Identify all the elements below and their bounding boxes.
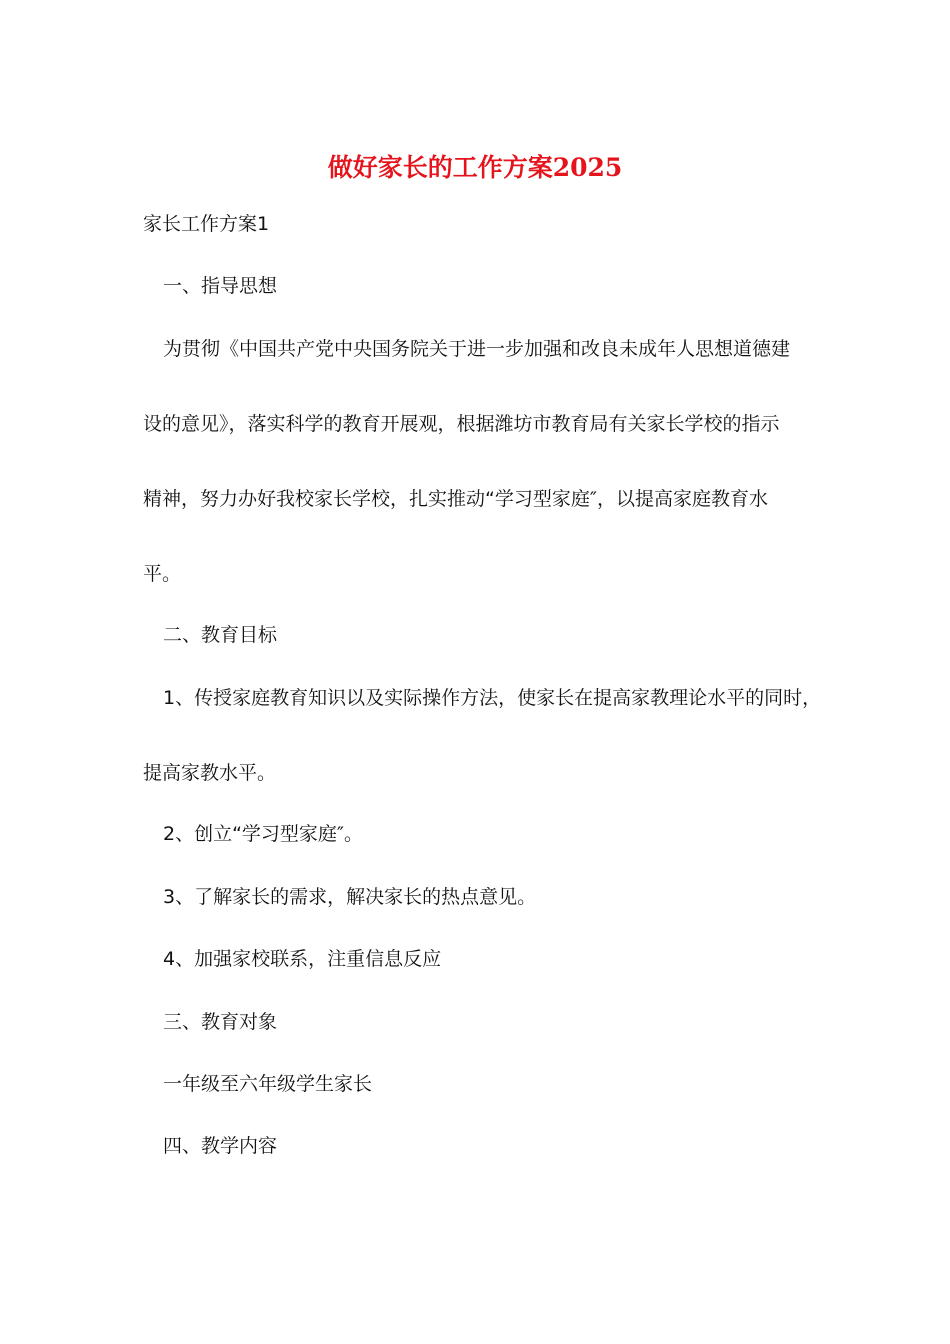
- paragraph-line: 提高家教水平。: [143, 762, 277, 784]
- heading-education-goals: 二、教育目标: [163, 624, 278, 646]
- paragraph-line: 平。: [143, 563, 182, 585]
- list-item: 1、传授家庭教育知识以及实际操作方法，使家长在提高家教理论水平的同时，: [163, 687, 822, 709]
- paragraph-line: 为贯彻《中国共产党中央国务院关于进一步加强和改良未成年人思想道德建: [163, 338, 791, 360]
- list-item: 3、了解家长的需求，解决家长的热点意见。: [163, 886, 537, 908]
- list-item: 4、加强家校联系，注重信息反应: [163, 948, 442, 970]
- paragraph-line: 一年级至六年级学生家长: [163, 1073, 373, 1095]
- paragraph-line: 精神，努力办好我校家长学校，扎实推动“学习型家庭″，以提高家庭教育水: [143, 488, 768, 510]
- heading-teaching-content: 四、教学内容: [163, 1135, 278, 1157]
- heading-guiding-ideology: 一、指导思想: [163, 275, 278, 297]
- section-heading-plan-1: 家长工作方案1: [143, 213, 270, 235]
- document-title: 做好家长的工作方案2025: [327, 153, 623, 182]
- paragraph-line: 设的意见》，落实科学的教育开展观，根据潍坊市教育局有关家长学校的指示: [143, 413, 780, 435]
- heading-education-target: 三、教育对象: [163, 1011, 278, 1033]
- list-item: 2、创立“学习型家庭″。: [163, 823, 364, 845]
